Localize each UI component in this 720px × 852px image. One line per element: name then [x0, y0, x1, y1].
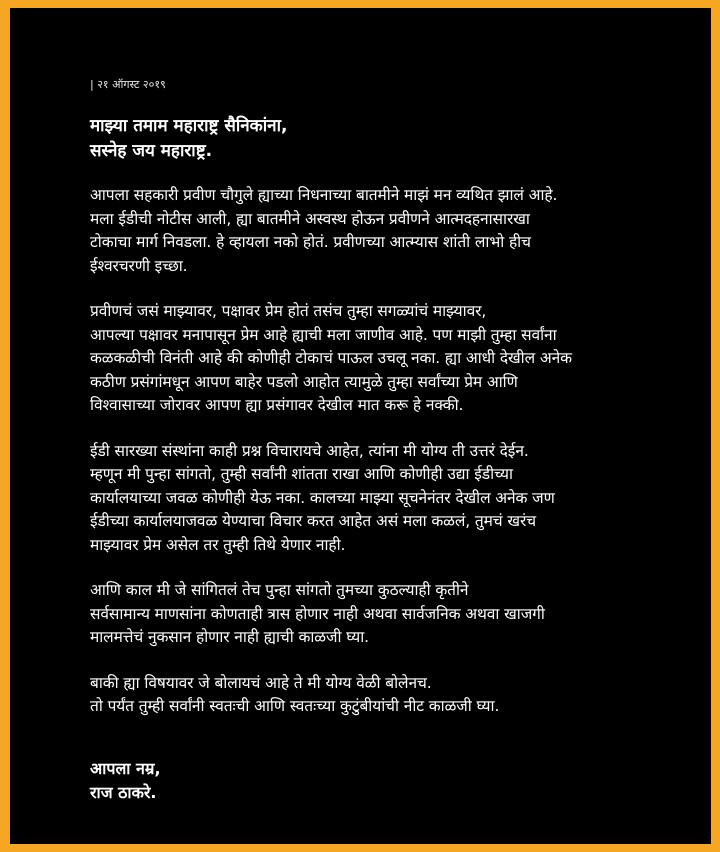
signoff-signature: राज ठाकरे.	[90, 782, 157, 802]
paragraph-line: तो पर्यंत तुम्ही सर्वांनी स्वतःची आणि स्वतःच्या कुटुंबीयांची नीट काळजी घ्या.	[90, 697, 500, 715]
paragraph-line: प्रवीणचं जसं माझ्यावर, पक्षावर प्रेम होतं तसंच तुम्हा सगळ्यांचं माझ्यावर,	[90, 302, 487, 320]
paragraph-line: मला ईडीची नोटीस आली, ह्या बातमीने अस्वस्थ होऊन प्रवीणने आत्मदहनासारखा	[90, 209, 530, 228]
paragraph-ed-office	[90, 440, 681, 558]
paragraph-line: ईडी सारख्या संस्थांना काही प्रश्न विचारायचे आहेत, त्यांना मी योग्य ती उत्तरं देईन.	[90, 441, 529, 460]
paragraph-public-property	[90, 579, 681, 650]
letter-page	[10, 8, 711, 844]
signoff-line: आपला नम्र,	[90, 758, 161, 778]
paragraph-closing	[90, 672, 681, 719]
paragraph-line: ईश्वरचरणी इच्छा.	[90, 256, 188, 275]
paragraph-line: विश्वासाच्या जोरावर आपण ह्या प्रसंगावर देखील मात करू हे नक्की.	[90, 396, 464, 414]
greeting-line: माझ्या तमाम महाराष्ट्र सैनिकांना,	[90, 116, 288, 136]
paragraph-line: माझ्यावर प्रेम असेल तर तुम्ही तिथे येणार नाही.	[90, 535, 346, 554]
paragraph-line: आणि काल मी जे सांगितलं तेच पुन्हा सांगतो तुमच्या कुठल्याही कृतीने	[90, 581, 469, 599]
paragraph-line: सर्वसामान्य माणसांना कोणताही त्रास होणार नाही अथवा सार्वजनिक अथवा खाजगी	[90, 604, 545, 623]
paragraph-line: आपला सहकारी प्रवीण चौगुले ह्याच्या निधनाच्या बातमीने माझं मन व्यथित झालं आहे.	[90, 186, 558, 204]
paragraph-line: टोकाचा मार्ग निवडला. हे व्हायला नको होतं. प्रवीणच्या आत्म्यास शांती लाभो हीच	[90, 233, 531, 251]
letter-date: | २१ ऑगस्ट २०१९	[90, 78, 166, 91]
paragraph-line: कार्यालयाच्या जवळ कोणीही येऊ नका. कालच्या माझ्या सूचनेनंतर देखील अनेक जण	[90, 488, 555, 507]
paragraph-appeal	[90, 300, 681, 418]
paragraph-line: मालमत्तेचं नुकसान होणार नाही ह्याची काळजी घ्या.	[90, 628, 370, 646]
paragraph-line: आपल्या पक्षावर मनापासून प्रेम आहे ह्याची मला जाणीव आहे. पण माझी तुम्हा सर्वांना	[90, 325, 557, 344]
paragraph-line: बाकी ह्या विषयावर जे बोलायचं आहे ते मी योग्य वेळी बोलेनच.	[90, 673, 432, 692]
letter-signoff	[90, 757, 681, 805]
paragraph-line: म्हणून मी पुन्हा सांगतो, तुम्ही सर्वांनी शांतता राखा आणि कोणीही उद्या ईडीच्या	[90, 465, 513, 483]
paragraph-line: ईडीच्या कार्यालयाजवळ येण्याचा विचार करत आहेत असं मला कळलं, तुमचं खरंच	[90, 512, 536, 530]
paragraph-condolence	[90, 184, 681, 278]
letter-greeting	[90, 114, 681, 164]
paragraph-line: कळकळीची विनंती आहे की कोणीही टोकाचं पाऊल उचलू नका. ह्या आधी देखील अनेक	[90, 349, 572, 367]
greeting-line: सस्नेह जय महाराष्ट्र.	[90, 141, 213, 161]
paragraph-line: कठीण प्रसंगांमधून आपण बाहेर पडलो आहोत त्यामुळे तुम्हा सर्वांच्या प्रेम आणि	[90, 372, 518, 391]
